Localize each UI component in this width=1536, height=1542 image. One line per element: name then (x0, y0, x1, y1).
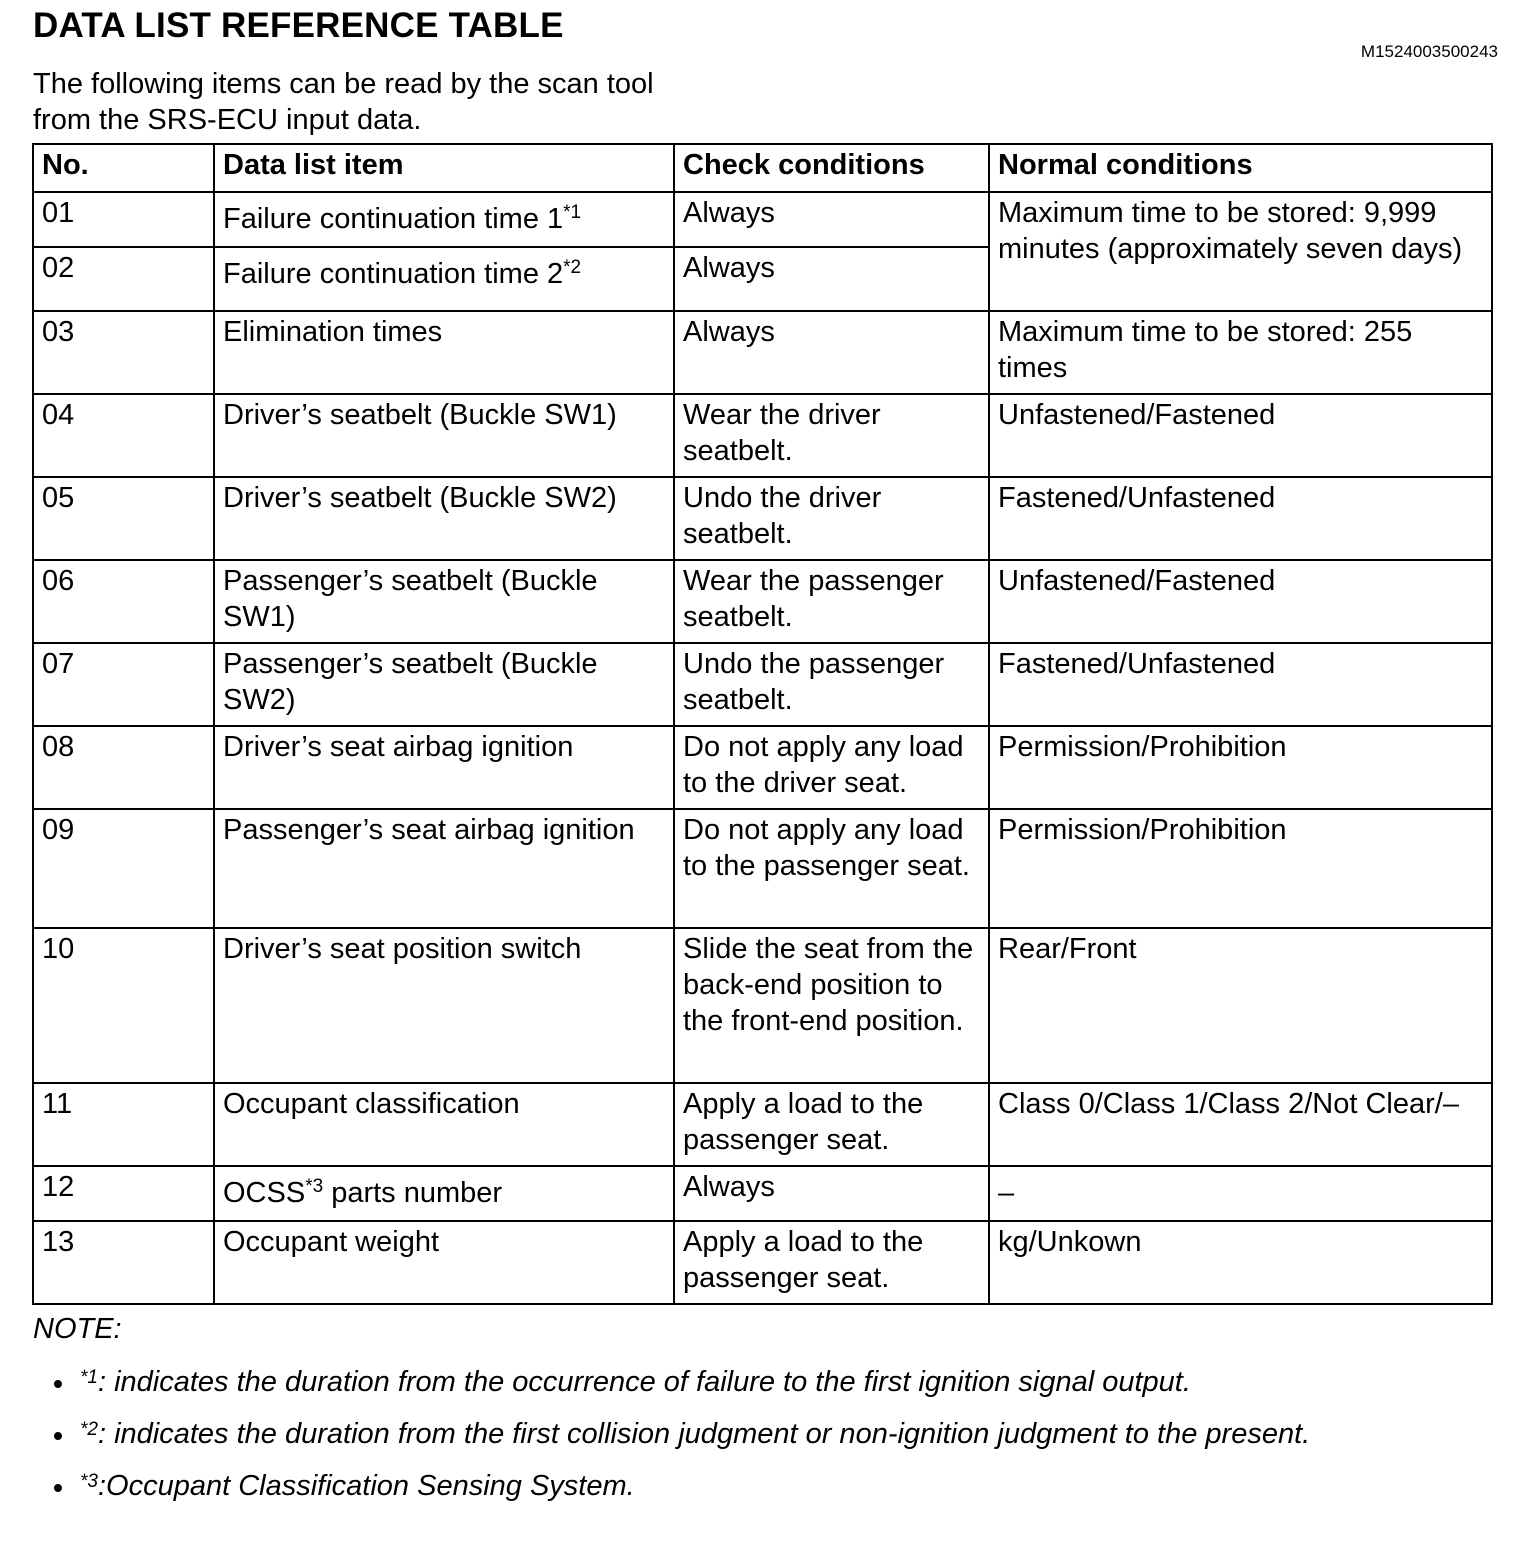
table-row (33, 560, 1492, 643)
table-row (33, 1221, 1492, 1304)
row-item: Passenger’s seatbelt (Buckle SW1) (214, 560, 674, 643)
row-normal: Permission/Prohibition (989, 809, 1492, 928)
table-row (33, 192, 1492, 247)
row-item: OCSS$^{*3}$ parts number (214, 1166, 674, 1221)
row-normal: Unfastened/Fastened (989, 394, 1492, 477)
header-data-list-item: Data list item (214, 144, 674, 192)
row-check: Undo the passenger seatbelt. (674, 643, 989, 726)
row-check: Apply a load to the passenger seat. (674, 1083, 989, 1166)
row-no: 01 (33, 192, 214, 247)
row-no: 13 (33, 1221, 214, 1304)
row-item: Failure continuation time 1$^{*1}$ (214, 192, 674, 247)
row-no: 10 (33, 928, 214, 1083)
row-normal: Fastened/Unfastened (989, 477, 1492, 560)
row-check: Always (674, 247, 989, 311)
intro-text (33, 66, 654, 138)
row-check: Always (674, 311, 989, 394)
table-row (33, 809, 1492, 928)
footnote-item: $^{*2}$: indicates the duration from the first collision judgment or non-ignition judgment to the present. (50, 1408, 1310, 1460)
note-label: NOTE: (33, 1313, 122, 1345)
row-no: 09 (33, 809, 214, 928)
row-no: 11 (33, 1083, 214, 1166)
row-no: 04 (33, 394, 214, 477)
row-no: 07 (33, 643, 214, 726)
footnote-item: $^{*1}$: indicates the duration from the occurrence of failure to the first ignition signal output. (50, 1356, 1310, 1408)
row-check: Always (674, 1166, 989, 1221)
row-item: Occupant classification (214, 1083, 674, 1166)
header-no: No. (33, 144, 214, 192)
bullet-icon (54, 1380, 62, 1388)
row-check: Do not apply any load to the passenger seat. (674, 809, 989, 928)
row-check: Wear the passenger seatbelt. (674, 560, 989, 643)
row-item: Passenger’s seat airbag ignition (214, 809, 674, 928)
row-no: 08 (33, 726, 214, 809)
row-normal: kg/Unkown (989, 1221, 1492, 1304)
row-item: Driver’s seatbelt (Buckle SW1) (214, 394, 674, 477)
table-row (33, 394, 1492, 477)
table-header-row (33, 144, 1492, 192)
page-title: DATA LIST REFERENCE TABLE (33, 6, 564, 45)
table-row (33, 928, 1492, 1083)
row-check: Slide the seat from the back-end position to the front-end position. (674, 928, 989, 1083)
table-row (33, 311, 1492, 394)
row-check: Do not apply any load to the driver seat. (674, 726, 989, 809)
footnote-item: $^{*3}$:Occupant Classification Sensing System. (50, 1460, 1310, 1512)
row-normal: Class 0/Class 1/Class 2/Not Clear/– (989, 1083, 1492, 1166)
row-item: Driver’s seat position switch (214, 928, 674, 1083)
header-normal-conditions: Normal conditions (989, 144, 1492, 192)
row-check: Always (674, 192, 989, 247)
row-normal: Unfastened/Fastened (989, 560, 1492, 643)
table-row (33, 1166, 1492, 1221)
row-check: Apply a load to the passenger seat. (674, 1221, 989, 1304)
row-no: 02 (33, 247, 214, 311)
document-id: M1524003500243 (1360, 42, 1498, 61)
row-item: Passenger’s seatbelt (Buckle SW2) (214, 643, 674, 726)
row-item: Occupant weight (214, 1221, 674, 1304)
row-item: Driver’s seat airbag ignition (214, 726, 674, 809)
bullet-icon (54, 1484, 62, 1492)
row-check: Undo the driver seatbelt. (674, 477, 989, 560)
row-item: Driver’s seatbelt (Buckle SW2) (214, 477, 674, 560)
data-list-table (32, 143, 1493, 1305)
row-no: 03 (33, 311, 214, 394)
row-no: 12 (33, 1166, 214, 1221)
row-no: 06 (33, 560, 214, 643)
row-item: Elimination times (214, 311, 674, 394)
table-row (33, 643, 1492, 726)
row-normal: Rear/Front (989, 928, 1492, 1083)
footnote-list (50, 1356, 1310, 1512)
row-normal: Maximum time to be stored: 255 times (989, 311, 1492, 394)
row-normal: Permission/Prohibition (989, 726, 1492, 809)
row-normal: Fastened/Unfastened (989, 643, 1492, 726)
table-row (33, 1083, 1492, 1166)
row-item: Failure continuation time 2$^{*2}$ (214, 247, 674, 311)
row-no: 05 (33, 477, 214, 560)
row-normal: – (989, 1166, 1492, 1221)
row-check: Wear the driver seatbelt. (674, 394, 989, 477)
table-row (33, 477, 1492, 560)
intro-line: from the SRS-ECU input data. (33, 104, 422, 136)
intro-line: The following items can be read by the scan tool (33, 68, 654, 100)
bullet-icon (54, 1432, 62, 1440)
table-row (33, 726, 1492, 809)
row-normal-shared: Maximum time to be stored: 9,999 minutes (approximately seven days) (989, 192, 1492, 311)
header-check-conditions: Check conditions (674, 144, 989, 192)
